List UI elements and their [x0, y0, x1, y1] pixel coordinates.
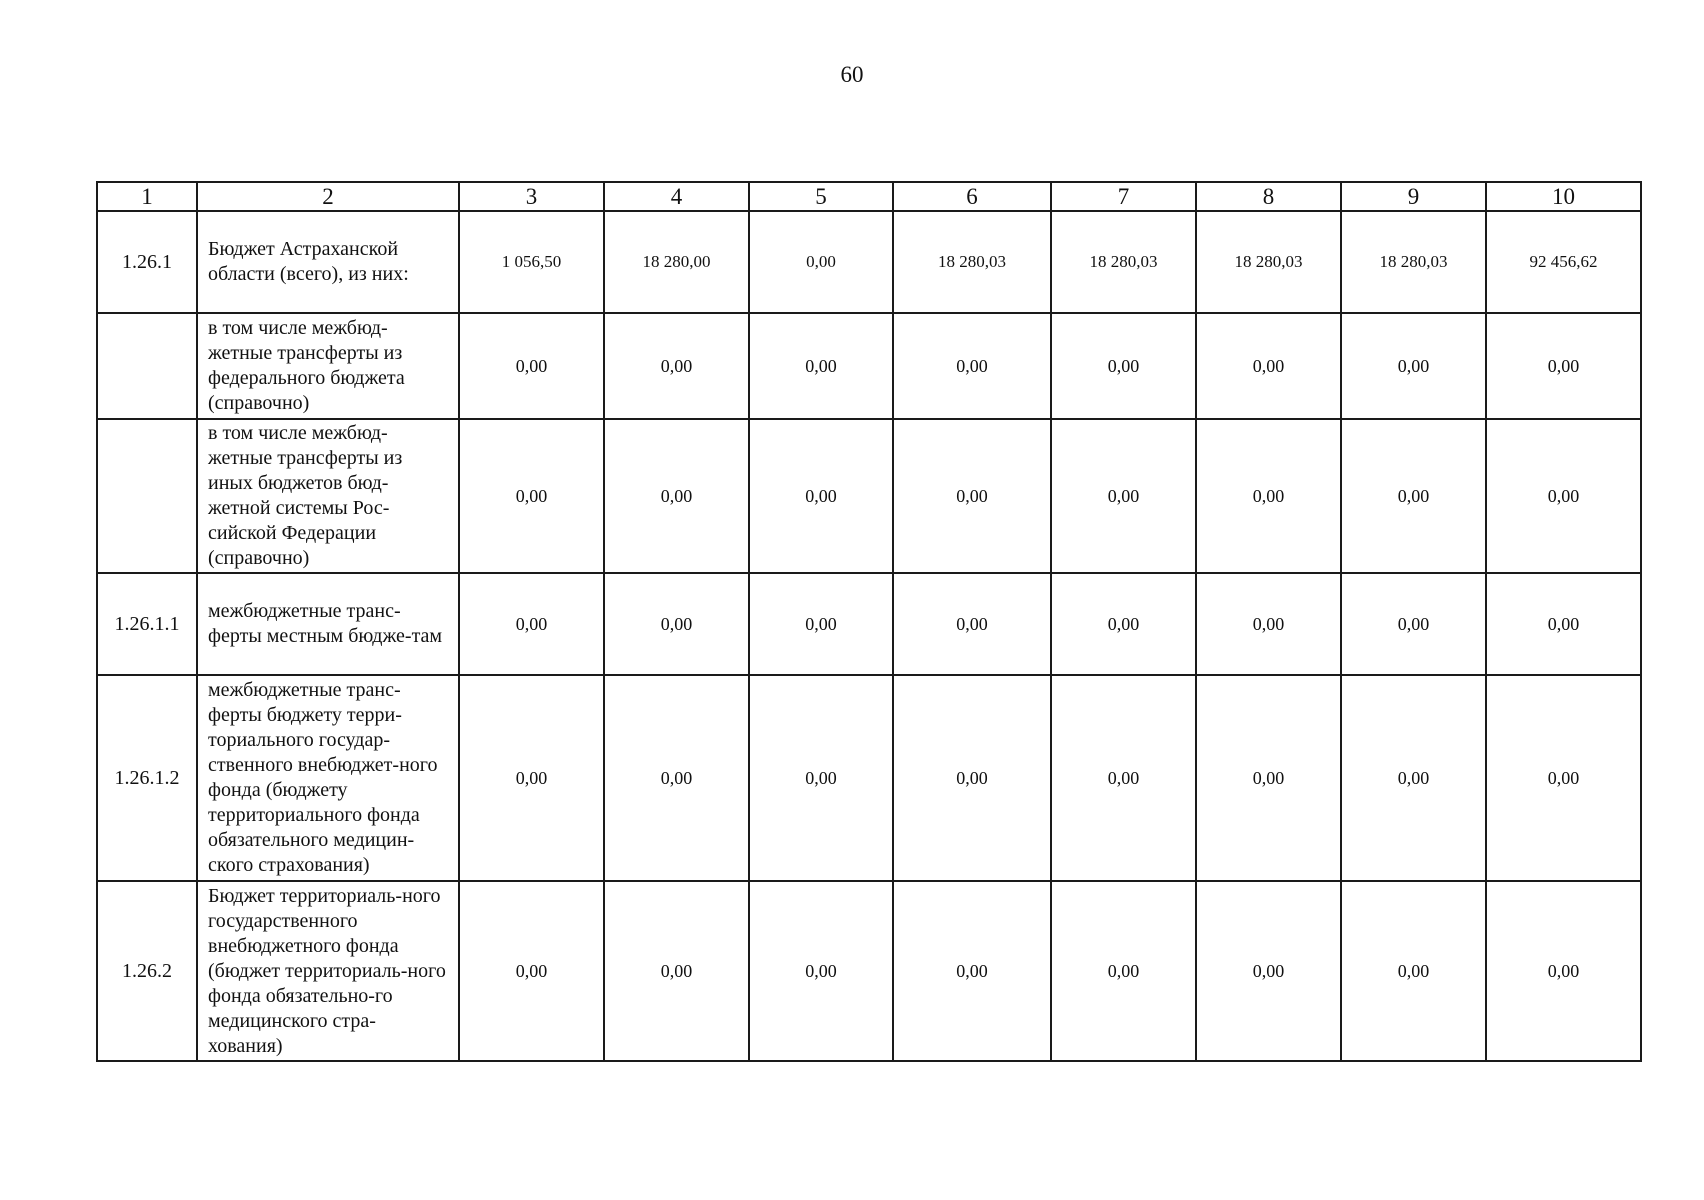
value-cell: 0,00 [1486, 675, 1641, 881]
value-cell: 0,00 [459, 675, 604, 881]
value-cell: 0,00 [604, 419, 749, 573]
value-cell: 18 280,00 [604, 211, 749, 313]
column-header: 8 [1196, 182, 1341, 211]
column-header: 3 [459, 182, 604, 211]
header-row [97, 182, 1641, 211]
value-cell: 92 456,62 [1486, 211, 1641, 313]
value-cell: 18 280,03 [1196, 211, 1341, 313]
value-cell: 0,00 [893, 313, 1051, 419]
row-code: 1.26.1.2 [97, 675, 197, 881]
value-cell: 0,00 [893, 675, 1051, 881]
column-header: 7 [1051, 182, 1196, 211]
value-cell: 0,00 [749, 211, 893, 313]
row-description: межбюджетные транс-ферты бюджету терри-ториального государ-ственного внебюджет-ного фонда (бюджету территориального фонда обязательного медицин-ского страхования) [197, 675, 459, 881]
column-header: 5 [749, 182, 893, 211]
row-code: 1.26.2 [97, 881, 197, 1061]
row-code [97, 419, 197, 573]
budget-table [96, 181, 1642, 1062]
value-cell: 0,00 [749, 419, 893, 573]
value-cell: 0,00 [1341, 419, 1486, 573]
table-row [97, 881, 1641, 1061]
table-row [97, 675, 1641, 881]
table-row [97, 419, 1641, 573]
value-cell: 0,00 [1196, 419, 1341, 573]
column-header: 6 [893, 182, 1051, 211]
value-cell: 0,00 [459, 313, 604, 419]
column-header: 9 [1341, 182, 1486, 211]
value-cell: 0,00 [1051, 675, 1196, 881]
value-cell: 0,00 [1051, 881, 1196, 1061]
value-cell: 0,00 [1196, 881, 1341, 1061]
value-cell: 0,00 [1486, 573, 1641, 675]
column-header: 1 [97, 182, 197, 211]
value-cell: 0,00 [1486, 881, 1641, 1061]
table-row [97, 313, 1641, 419]
value-cell: 0,00 [604, 313, 749, 419]
value-cell: 0,00 [893, 419, 1051, 573]
row-code: 1.26.1 [97, 211, 197, 313]
value-cell: 0,00 [749, 313, 893, 419]
value-cell: 0,00 [1051, 419, 1196, 573]
row-description: в том числе межбюд-жетные трансферты из федерального бюджета (справочно) [197, 313, 459, 419]
row-code [97, 313, 197, 419]
value-cell: 0,00 [1196, 573, 1341, 675]
value-cell: 18 280,03 [1341, 211, 1486, 313]
value-cell: 0,00 [1196, 313, 1341, 419]
value-cell: 0,00 [459, 573, 604, 675]
row-code: 1.26.1.1 [97, 573, 197, 675]
value-cell: 0,00 [604, 675, 749, 881]
value-cell: 0,00 [749, 675, 893, 881]
value-cell: 18 280,03 [893, 211, 1051, 313]
value-cell: 0,00 [459, 881, 604, 1061]
table-row [97, 211, 1641, 313]
column-header: 10 [1486, 182, 1641, 211]
value-cell: 0,00 [1341, 881, 1486, 1061]
value-cell: 0,00 [1341, 573, 1486, 675]
value-cell: 0,00 [893, 881, 1051, 1061]
value-cell: 0,00 [893, 573, 1051, 675]
value-cell: 18 280,03 [1051, 211, 1196, 313]
row-description: межбюджетные транс-ферты местным бюдже-там [197, 573, 459, 675]
value-cell: 0,00 [1341, 675, 1486, 881]
value-cell: 0,00 [1196, 675, 1341, 881]
value-cell: 0,00 [749, 881, 893, 1061]
value-cell: 0,00 [1486, 313, 1641, 419]
row-description: в том числе межбюд-жетные трансферты из иных бюджетов бюд-жетной системы Рос-сийской Федерации (справочно) [197, 419, 459, 573]
value-cell: 0,00 [1486, 419, 1641, 573]
value-cell: 0,00 [459, 419, 604, 573]
value-cell: 0,00 [1051, 573, 1196, 675]
value-cell: 0,00 [604, 881, 749, 1061]
column-header: 4 [604, 182, 749, 211]
row-description: Бюджет территориаль-ного государственного внебюджетного фонда (бюджет территориаль-ного фонда обязательно-го медицинского стра-хования) [197, 881, 459, 1061]
row-description: Бюджет Астраханской области (всего), из них: [197, 211, 459, 313]
value-cell: 0,00 [1051, 313, 1196, 419]
table-row [97, 573, 1641, 675]
value-cell: 1 056,50 [459, 211, 604, 313]
value-cell: 0,00 [604, 573, 749, 675]
page-number: 60 [840, 62, 864, 87]
column-header: 2 [197, 182, 459, 211]
value-cell: 0,00 [749, 573, 893, 675]
value-cell: 0,00 [1341, 313, 1486, 419]
